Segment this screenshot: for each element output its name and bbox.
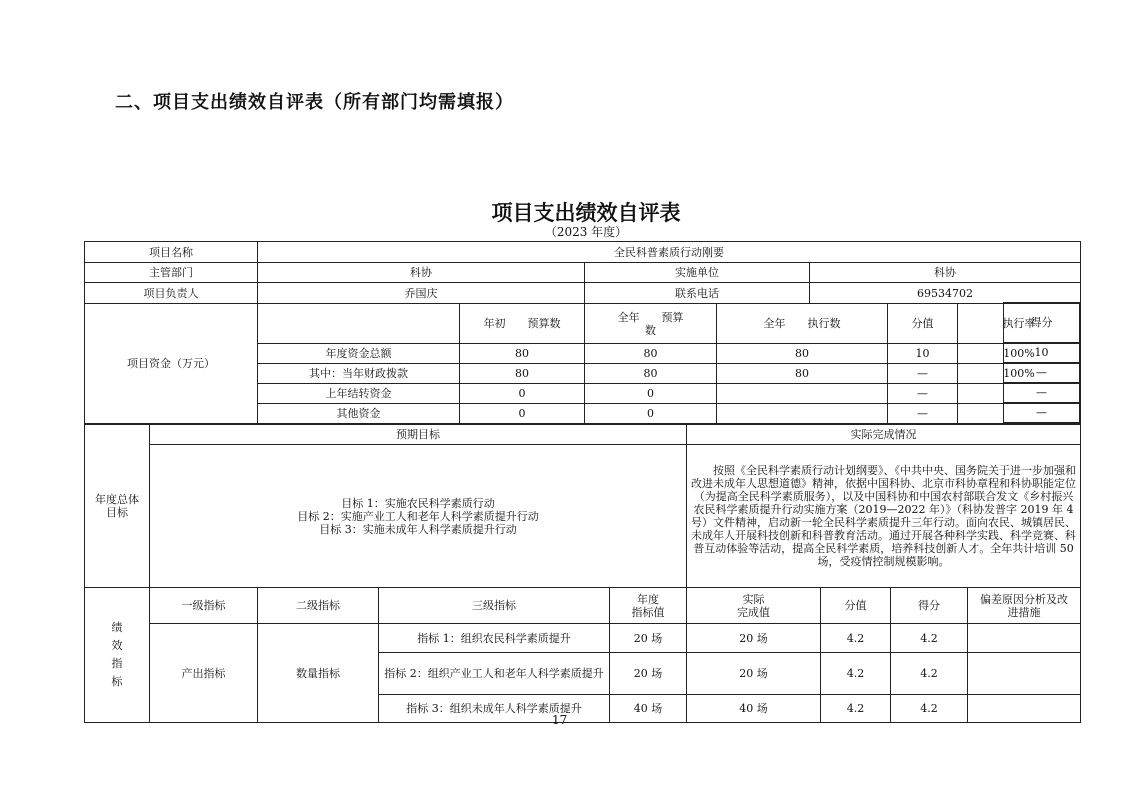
target-header-line1: 年度 — [637, 592, 659, 606]
goal-item: 目标 1：实施农民科学素质行动 — [341, 496, 495, 510]
indicators-side-char: 绩 — [111, 621, 123, 634]
implementing-unit-label: 实施单位 — [585, 263, 810, 283]
section-heading: 二、项目支出绩效自评表（所有部门均需填报） — [115, 92, 514, 113]
phone-value: 69534702 — [810, 283, 1081, 304]
funds-row-full: 80 — [585, 364, 717, 384]
deviation-header-line1: 偏差原因分析及改 — [980, 592, 1068, 606]
project-name-value: 全民科普素质行动刚要 — [258, 242, 1081, 263]
funds-score-column — [1003, 302, 1080, 423]
level2-value: 数量指标 — [258, 624, 379, 723]
funds-header-full-budget-line1: 全年 预算 — [617, 310, 684, 324]
indicator-score-value: 4.2 — [821, 624, 891, 653]
funds-row-start: 0 — [460, 384, 585, 404]
funds-header-score-value: 分值 — [888, 304, 958, 344]
actual-header — [687, 588, 821, 624]
funds-row-full: 80 — [585, 344, 717, 364]
funds-row-score: — — [1004, 363, 1080, 383]
goals-content-row — [85, 445, 1081, 588]
funds-header-executed: 全年 执行数 — [717, 304, 888, 344]
leader-row — [85, 283, 1081, 304]
funds-row-rate: 100% — [958, 344, 1081, 364]
indicators-side-char: 标 — [111, 675, 123, 688]
funds-header-full-budget-line2: 数 — [645, 323, 656, 337]
goals-label — [85, 425, 150, 588]
indicator-target: 20 场 — [610, 653, 687, 695]
score-value-header: 分值 — [821, 588, 891, 624]
funds-header-start-budget: 年初 预算数 — [460, 304, 585, 344]
funds-header-full-budget — [585, 304, 717, 344]
funds-row-full: 0 — [585, 404, 717, 424]
funds-row-executed: 80 — [717, 344, 888, 364]
actual-completion-header: 实际完成情况 — [687, 425, 1081, 445]
target-header — [610, 588, 687, 624]
indicator-score: 4.2 — [891, 624, 968, 653]
funds-row-score-value: — — [888, 404, 958, 424]
document-title: 项目支出绩效自评表 — [491, 201, 681, 225]
indicator-target: 40 场 — [610, 695, 687, 723]
funds-row-executed — [717, 384, 888, 404]
funds-row-full: 0 — [585, 384, 717, 404]
level1-header: 一级指标 — [150, 588, 258, 624]
funds-row-rate: 100% — [958, 364, 1081, 384]
deviation-header-line2: 进措施 — [1007, 605, 1041, 619]
funds-label: 项目资金（万元） — [85, 304, 258, 424]
funds-row-label: 上年结转资金 — [258, 384, 460, 404]
funds-row-score-value: — — [888, 384, 958, 404]
goals-indicators-table — [84, 424, 1081, 723]
project-name-label: 项目名称 — [85, 242, 258, 263]
indicators-header-row — [85, 588, 1081, 624]
indicators-side-char: 指 — [111, 657, 123, 670]
indicator-actual: 20 场 — [687, 653, 821, 695]
indicators-side-label — [85, 588, 150, 723]
level2-header: 二级指标 — [258, 588, 379, 624]
funds-row-executed — [717, 404, 888, 424]
target-header-line2: 指标值 — [631, 605, 665, 619]
goal-item: 目标 2：实施产业工人和老年人科学素质提升行动 — [297, 509, 539, 523]
actual-completion-text — [687, 445, 1081, 588]
funds-header-blank — [258, 304, 460, 344]
funds-row-label: 年度资金总额 — [258, 344, 460, 364]
indicator-target: 20 场 — [610, 624, 687, 653]
level3-header: 三级指标 — [379, 588, 610, 624]
funds-row-executed: 80 — [717, 364, 888, 384]
goals-header-row — [85, 425, 1081, 445]
indicator-deviation — [968, 695, 1081, 723]
indicator-name: 指标 3：组织未成年人科学素质提升 — [379, 695, 610, 723]
indicators-side-char: 效 — [111, 639, 123, 652]
indicator-name: 指标 1：组织农民科学素质提升 — [379, 624, 610, 653]
actual-completion-paragraph: 按照《全民科学素质行动计划纲要》、《中共中央、国务院关于进一步加强和改进未成年人思想道德》精神，依据中国科协、北京市科协章程和科协职能定位（为提高全民科学素质服务），以及中国科协和中国农村部联合发文《乡村振兴农民科学素质提升行动实施方案（2019—2022 年）》（科协发普字 2019 年 4 号）文件精神，启动新一轮全民科学素质提升三年行动。面向农民、城镇居民、未成年人开展科技创新和科普教育活动。通过开展各种科学实践、科学竞赛、科普互动体验等活动，提高全民科学素质，培养科技创新人才。全年共计培训 50 场，受疫情控制规模影响。 — [691, 464, 1076, 568]
funds-header-rate: 执行率 — [958, 304, 1081, 344]
funds-row-start: 80 — [460, 364, 585, 384]
funds-row-score-value: 10 — [888, 344, 958, 364]
funds-row-score: — — [1004, 403, 1080, 423]
indicator-score-value: 4.2 — [821, 695, 891, 723]
expected-goals-header: 预期目标 — [150, 425, 687, 445]
actual-header-line2: 完成值 — [737, 605, 770, 619]
indicator-deviation — [968, 653, 1081, 695]
funds-row-label: 其中：当年财政拨款 — [258, 364, 460, 384]
performance-self-evaluation-table — [84, 241, 1081, 424]
funds-row-score: — — [1004, 383, 1080, 403]
document-year: （2023 年度） — [544, 225, 628, 239]
level1-value: 产出指标 — [150, 624, 258, 723]
indicator-score-value: 4.2 — [821, 653, 891, 695]
indicator-score: 4.2 — [891, 695, 968, 723]
score-header: 得分 — [891, 588, 968, 624]
funds-row-start: 80 — [460, 344, 585, 364]
goals-label-line2: 目标 — [106, 506, 128, 519]
goal-item: 目标 3：实施未成年人科学素质提升行动 — [319, 522, 517, 536]
indicator-actual: 20 场 — [687, 624, 821, 653]
indicator-row — [85, 624, 1081, 653]
department-value: 科协 — [258, 263, 585, 283]
funds-row-score-value: — — [888, 364, 958, 384]
expected-goals — [150, 445, 687, 588]
funds-header-score: 得分 — [1004, 303, 1080, 343]
leader-value: 乔国庆 — [258, 283, 585, 304]
funds-header-row — [85, 304, 1081, 344]
funds-row-label: 其他资金 — [258, 404, 460, 424]
page-number: 17 — [552, 713, 568, 727]
indicator-name: 指标 2：组织产业工人和老年人科学素质提升 — [379, 653, 610, 695]
goals-label-line1: 年度总体 — [95, 493, 139, 506]
department-label: 主管部门 — [85, 263, 258, 283]
indicator-actual: 40 场 — [687, 695, 821, 723]
funds-row-score: 10 — [1004, 343, 1080, 363]
deviation-header — [968, 588, 1081, 624]
indicator-deviation — [968, 624, 1081, 653]
phone-label: 联系电话 — [585, 283, 810, 304]
actual-header-line1: 实际 — [742, 592, 765, 606]
indicator-score: 4.2 — [891, 653, 968, 695]
implementing-unit-value: 科协 — [810, 263, 1081, 283]
leader-label: 项目负责人 — [85, 283, 258, 304]
funds-row-start: 0 — [460, 404, 585, 424]
project-name-row — [85, 242, 1081, 263]
department-row — [85, 263, 1081, 283]
